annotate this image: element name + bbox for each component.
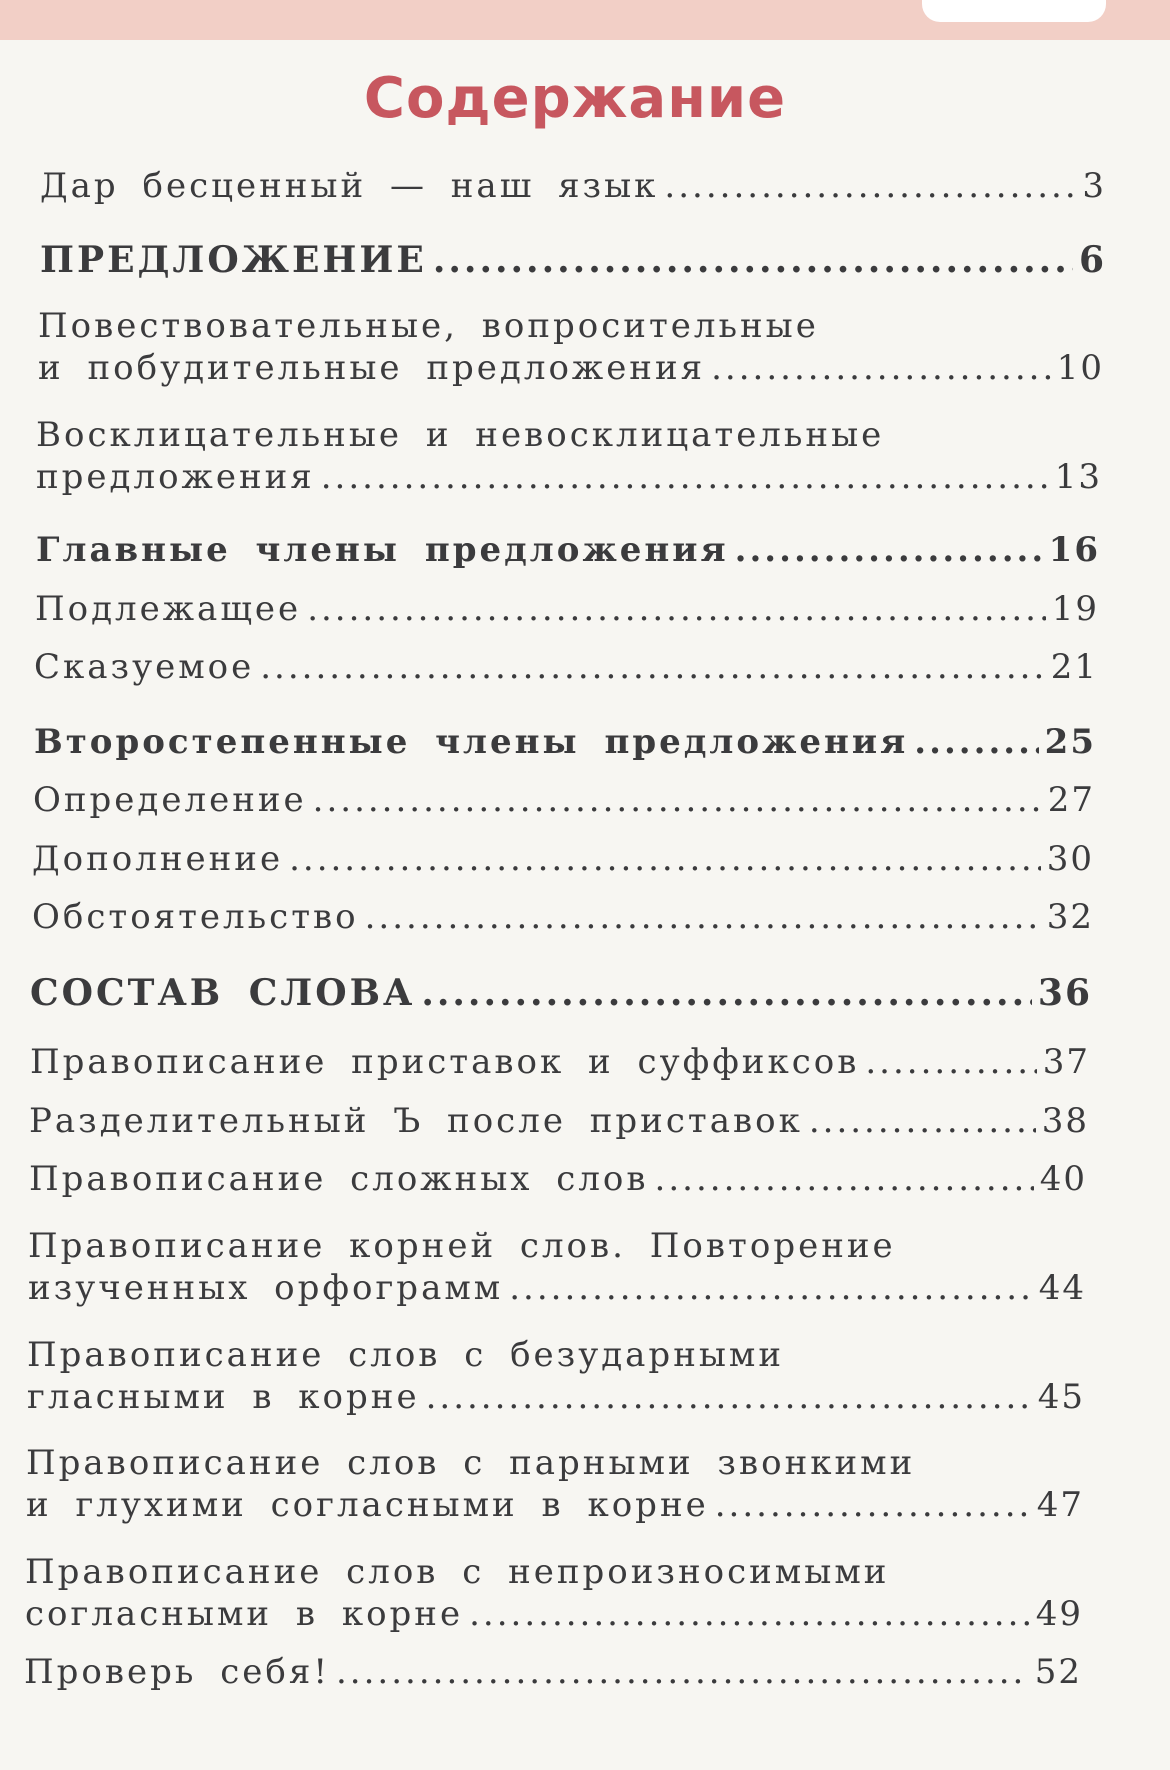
toc-entry-title: предложения <box>36 457 315 497</box>
toc-entry-page: 44 <box>1038 1268 1086 1308</box>
dot-leader <box>260 647 1044 687</box>
toc-entry-title: Главные члены предложения <box>36 530 729 570</box>
toc-entry-title: Определение <box>33 780 307 820</box>
toc-entry-title: Разделительный Ъ после приставок <box>29 1101 803 1141</box>
toc-entry-page: 3 <box>1082 166 1106 206</box>
toc-entry-page: 21 <box>1050 647 1098 687</box>
dot-leader <box>664 166 1076 206</box>
toc-entry-page: 27 <box>1047 780 1095 820</box>
dot-leader <box>715 1485 1031 1525</box>
toc-entry-page: 49 <box>1035 1594 1083 1634</box>
toc-entry-title-line1: Правописание корней слов. Повторение <box>28 1226 896 1266</box>
dot-leader <box>433 239 1073 281</box>
toc-entry-title: и глухими согласными в корне <box>26 1485 709 1525</box>
toc-entry[interactable] <box>36 415 1102 503</box>
toc-entry-page: 45 <box>1037 1377 1085 1417</box>
toc-entry-page: 40 <box>1039 1159 1087 1199</box>
toc-entry-page: 37 <box>1042 1042 1090 1082</box>
dot-leader <box>321 457 1049 497</box>
toc-entry-page: 36 <box>1037 972 1092 1014</box>
toc-entry[interactable] <box>32 825 1094 885</box>
dot-leader <box>865 1042 1036 1082</box>
toc-entry[interactable] <box>29 1087 1089 1147</box>
toc-entry-page: 16 <box>1048 530 1100 570</box>
toc-entry-page: 19 <box>1051 589 1099 629</box>
toc-entry-title: изученных орфограмм <box>28 1268 504 1308</box>
dot-leader <box>421 972 1032 1014</box>
dot-leader <box>809 1101 1036 1141</box>
toc-entry-title: Подлежащее <box>35 589 302 629</box>
toc-entry-page: 30 <box>1046 839 1094 879</box>
toc-entry[interactable] <box>25 1552 1083 1640</box>
toc-entry-title: и побудительные предложения <box>38 348 706 388</box>
toc-entry-title: Обстоятельство <box>32 897 359 937</box>
toc-subsection-heading[interactable] <box>36 516 1100 576</box>
toc-entry-title: Сказуемое <box>34 647 255 687</box>
toc-entry-page: 38 <box>1041 1101 1089 1141</box>
dot-leader <box>289 839 1041 879</box>
dot-leader <box>469 1594 1030 1634</box>
toc-section-heading[interactable] <box>40 225 1106 285</box>
toc-entry-title-line1: Правописание слов с непроизносимыми <box>25 1552 890 1592</box>
toc-entry[interactable] <box>30 1028 1090 1088</box>
toc-entry-page: 47 <box>1036 1485 1084 1525</box>
toc-entry-page: 6 <box>1078 239 1106 281</box>
dot-leader <box>655 1159 1034 1199</box>
toc-entry-title: СОСТАВ СЛОВА <box>30 972 416 1014</box>
toc-entry[interactable] <box>40 152 1106 212</box>
dot-leader <box>365 897 1041 937</box>
dot-leader <box>336 1652 1029 1692</box>
dot-leader <box>426 1377 1032 1417</box>
toc-entry-title: Правописание приставок и суффиксов <box>30 1042 860 1082</box>
toc-entry-title: Второстепенные члены предложения <box>34 722 909 762</box>
toc-section-heading[interactable] <box>30 958 1092 1018</box>
toc-entry[interactable] <box>28 1226 1086 1314</box>
toc-entry-page: 25 <box>1044 722 1096 762</box>
toc-entry-title: Дар бесценный — наш язык <box>40 166 659 206</box>
page-title: Содержание <box>363 66 787 131</box>
toc-entry[interactable] <box>29 1145 1087 1205</box>
toc-entry[interactable] <box>33 766 1095 826</box>
toc-entry-title-line1: Повествовательные, вопросительные <box>38 306 819 346</box>
toc-entry-title: Дополнение <box>32 839 284 879</box>
toc-entry[interactable] <box>27 1335 1085 1423</box>
dot-leader <box>307 589 1046 629</box>
dot-leader <box>914 722 1038 762</box>
toc-entry-page: 52 <box>1034 1652 1082 1692</box>
toc-entry[interactable] <box>32 883 1094 943</box>
toc-entry[interactable] <box>34 633 1098 693</box>
toc-entry-title-line1: Восклицательные и невосклицательные <box>36 415 885 455</box>
dot-leader <box>313 780 1042 820</box>
toc-entry-title-line1: Правописание слов с парными звонкими <box>26 1443 916 1483</box>
toc-entry-title: Правописание сложных слов <box>29 1159 649 1199</box>
toc-subsection-heading[interactable] <box>34 708 1096 768</box>
toc-entry-title: Проверь себя! <box>24 1652 330 1692</box>
toc-entry-title: ПРЕДЛОЖЕНИЕ <box>40 239 427 281</box>
toc-entry[interactable] <box>38 306 1104 394</box>
dot-leader <box>735 530 1043 570</box>
toc-entry[interactable] <box>24 1638 1082 1698</box>
dot-leader <box>509 1268 1033 1308</box>
toc-entry-title: согласными в корне <box>25 1594 464 1634</box>
toc-entry[interactable] <box>35 575 1099 635</box>
toc-entry-title-line1: Правописание слов с безударными <box>27 1335 785 1375</box>
toc-entry-title: гласными в корне <box>27 1377 420 1417</box>
dot-leader <box>711 348 1051 388</box>
toc-entry-page: 32 <box>1046 897 1094 937</box>
toc-entry-page: 13 <box>1054 457 1102 497</box>
toc-entry-page: 10 <box>1056 348 1104 388</box>
toc-entry[interactable] <box>26 1443 1084 1531</box>
